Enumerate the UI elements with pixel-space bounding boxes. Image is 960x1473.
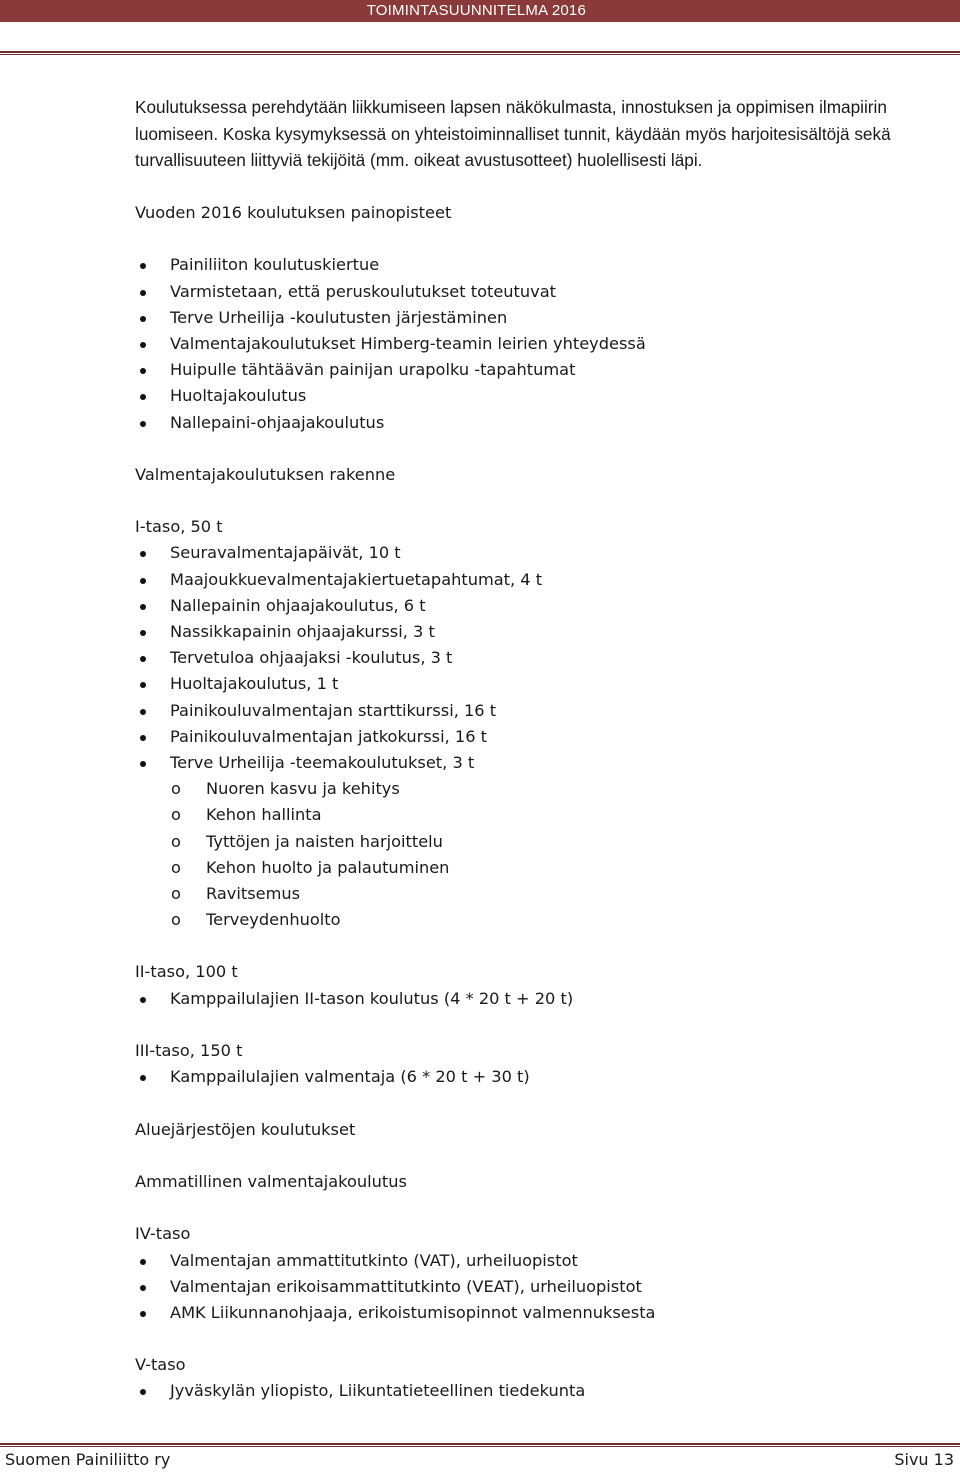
vocational-heading: Ammatillinen valmentajakoulutus (135, 1171, 407, 1191)
list-item: Valmentajan ammattitutkinto (VAT), urheiluopistot (135, 1248, 935, 1274)
focus-list (135, 252, 935, 435)
level5-heading: V-taso (135, 1355, 186, 1375)
sub-list-item (135, 776, 935, 802)
sub-list-item-label: Nuoren kasvu ja kehitys (206, 779, 400, 799)
list-item: Huoltajakoulutus (135, 383, 935, 409)
sub-list-item-label: Tyttöjen ja naisten harjoittelu (206, 831, 443, 851)
footer-rule (0, 1443, 960, 1445)
document-body (135, 200, 935, 1405)
level1-sublist (135, 776, 935, 933)
list-item: Painiliiton koulutuskiertue (135, 252, 935, 278)
level1-heading: I-taso, 50 t (135, 517, 223, 537)
list-item: Kamppailulajien II-tason koulutus (4 * 20 t + 20 t) (135, 986, 935, 1012)
structure-heading: Valmentajakoulutuksen rakenne (135, 464, 396, 484)
sub-list-item (135, 802, 935, 828)
footer-organization: Suomen Painiliitto ry (5, 1450, 171, 1469)
sub-list-item (135, 907, 935, 933)
level3-list (135, 1064, 935, 1090)
sub-list-item-label: Kehon hallinta (206, 805, 322, 825)
list-item: Kamppailulajien valmentaja (6 * 20 t + 30 t) (135, 1064, 935, 1090)
header-title: TOIMINTASUUNNITELMA 2016 (366, 2, 586, 19)
circle-marker-icon: o (171, 805, 181, 825)
level3-heading: III-taso, 150 t (135, 1041, 243, 1060)
intro-paragraph: Koulutuksessa perehdytään liikkumiseen lapsen näkökulmasta, innostuksen ja oppimisen ilmapiirin luomiseen. Koska kysymyksessä on yhteistoiminnalliset tunnit, käydään myös harjoitesisältöjä sekä turvallisuuteen liittyviä tekijöitä (mm. oikeat avustusotteet) huolellisesti läpi. (135, 97, 891, 170)
page-number: Sivu 13 (894, 1450, 954, 1469)
sub-list-item (135, 881, 935, 907)
level5-list (135, 1378, 935, 1404)
list-item: Terve Urheilija -koulutusten järjestäminen (135, 305, 935, 331)
list-item: Varmistetaan, että peruskoulutukset toteutuvat (135, 279, 935, 305)
list-item: Valmentajakoulutukset Himberg-teamin leirien yhteydessä (135, 331, 935, 357)
level2-list (135, 986, 935, 1012)
circle-marker-icon: o (171, 779, 181, 799)
footer-rule-thin (0, 1446, 960, 1447)
list-item: AMK Liikunnanohjaaja, erikoistumisopinnot valmennuksesta (135, 1300, 935, 1326)
list-item: Nassikkapainin ohjaajakurssi, 3 t (135, 619, 935, 645)
level2-heading: II-taso, 100 t (135, 962, 238, 982)
list-item: Painikouluvalmentajan jatkokurssi, 16 t (135, 724, 935, 750)
sub-list-item-label: Ravitsemus (206, 883, 301, 903)
focus-heading: Vuoden 2016 koulutuksen painopisteet (135, 203, 452, 222)
header-rule-thin (0, 54, 960, 55)
list-item: Huipulle tähtäävän painijan urapolku -tapahtumat (135, 357, 935, 383)
list-item: Nallepaini-ohjaajakoulutus (135, 410, 935, 436)
list-item: Terve Urheilija -teemakoulutukset, 3 t (135, 750, 935, 776)
list-item: Valmentajan erikoisammattitutkinto (VEAT), urheiluopistot (135, 1274, 935, 1300)
header-bar (0, 0, 960, 22)
regional-heading: Aluejärjestöjen koulutukset (135, 1119, 356, 1139)
list-item: Jyväskylän yliopisto, Liikuntatieteellinen tiedekunta (135, 1378, 935, 1404)
list-item: Painikouluvalmentajan starttikurssi, 16 t (135, 698, 935, 724)
sub-list-item-label: Kehon huolto ja palautuminen (206, 857, 450, 877)
list-item: Tervetuloa ohjaajaksi -koulutus, 3 t (135, 645, 935, 671)
sub-list-item (135, 829, 935, 855)
list-item: Huoltajakoulutus, 1 t (135, 671, 935, 697)
level4-heading: IV-taso (135, 1224, 191, 1244)
circle-marker-icon: o (171, 831, 181, 851)
level4-list (135, 1248, 935, 1327)
circle-marker-icon: o (171, 857, 181, 877)
sub-list-item-label: Terveydenhuolto (206, 910, 341, 930)
level1-list (135, 540, 935, 776)
list-item: Nallepainin ohjaajakoulutus, 6 t (135, 593, 935, 619)
list-item: Maajoukkuevalmentajakiertuetapahtumat, 4 t (135, 567, 935, 593)
circle-marker-icon: o (171, 910, 181, 930)
list-item: Seuravalmentajapäivät, 10 t (135, 540, 935, 566)
header-rule (0, 51, 960, 53)
circle-marker-icon: o (171, 883, 181, 903)
sub-list-item (135, 855, 935, 881)
